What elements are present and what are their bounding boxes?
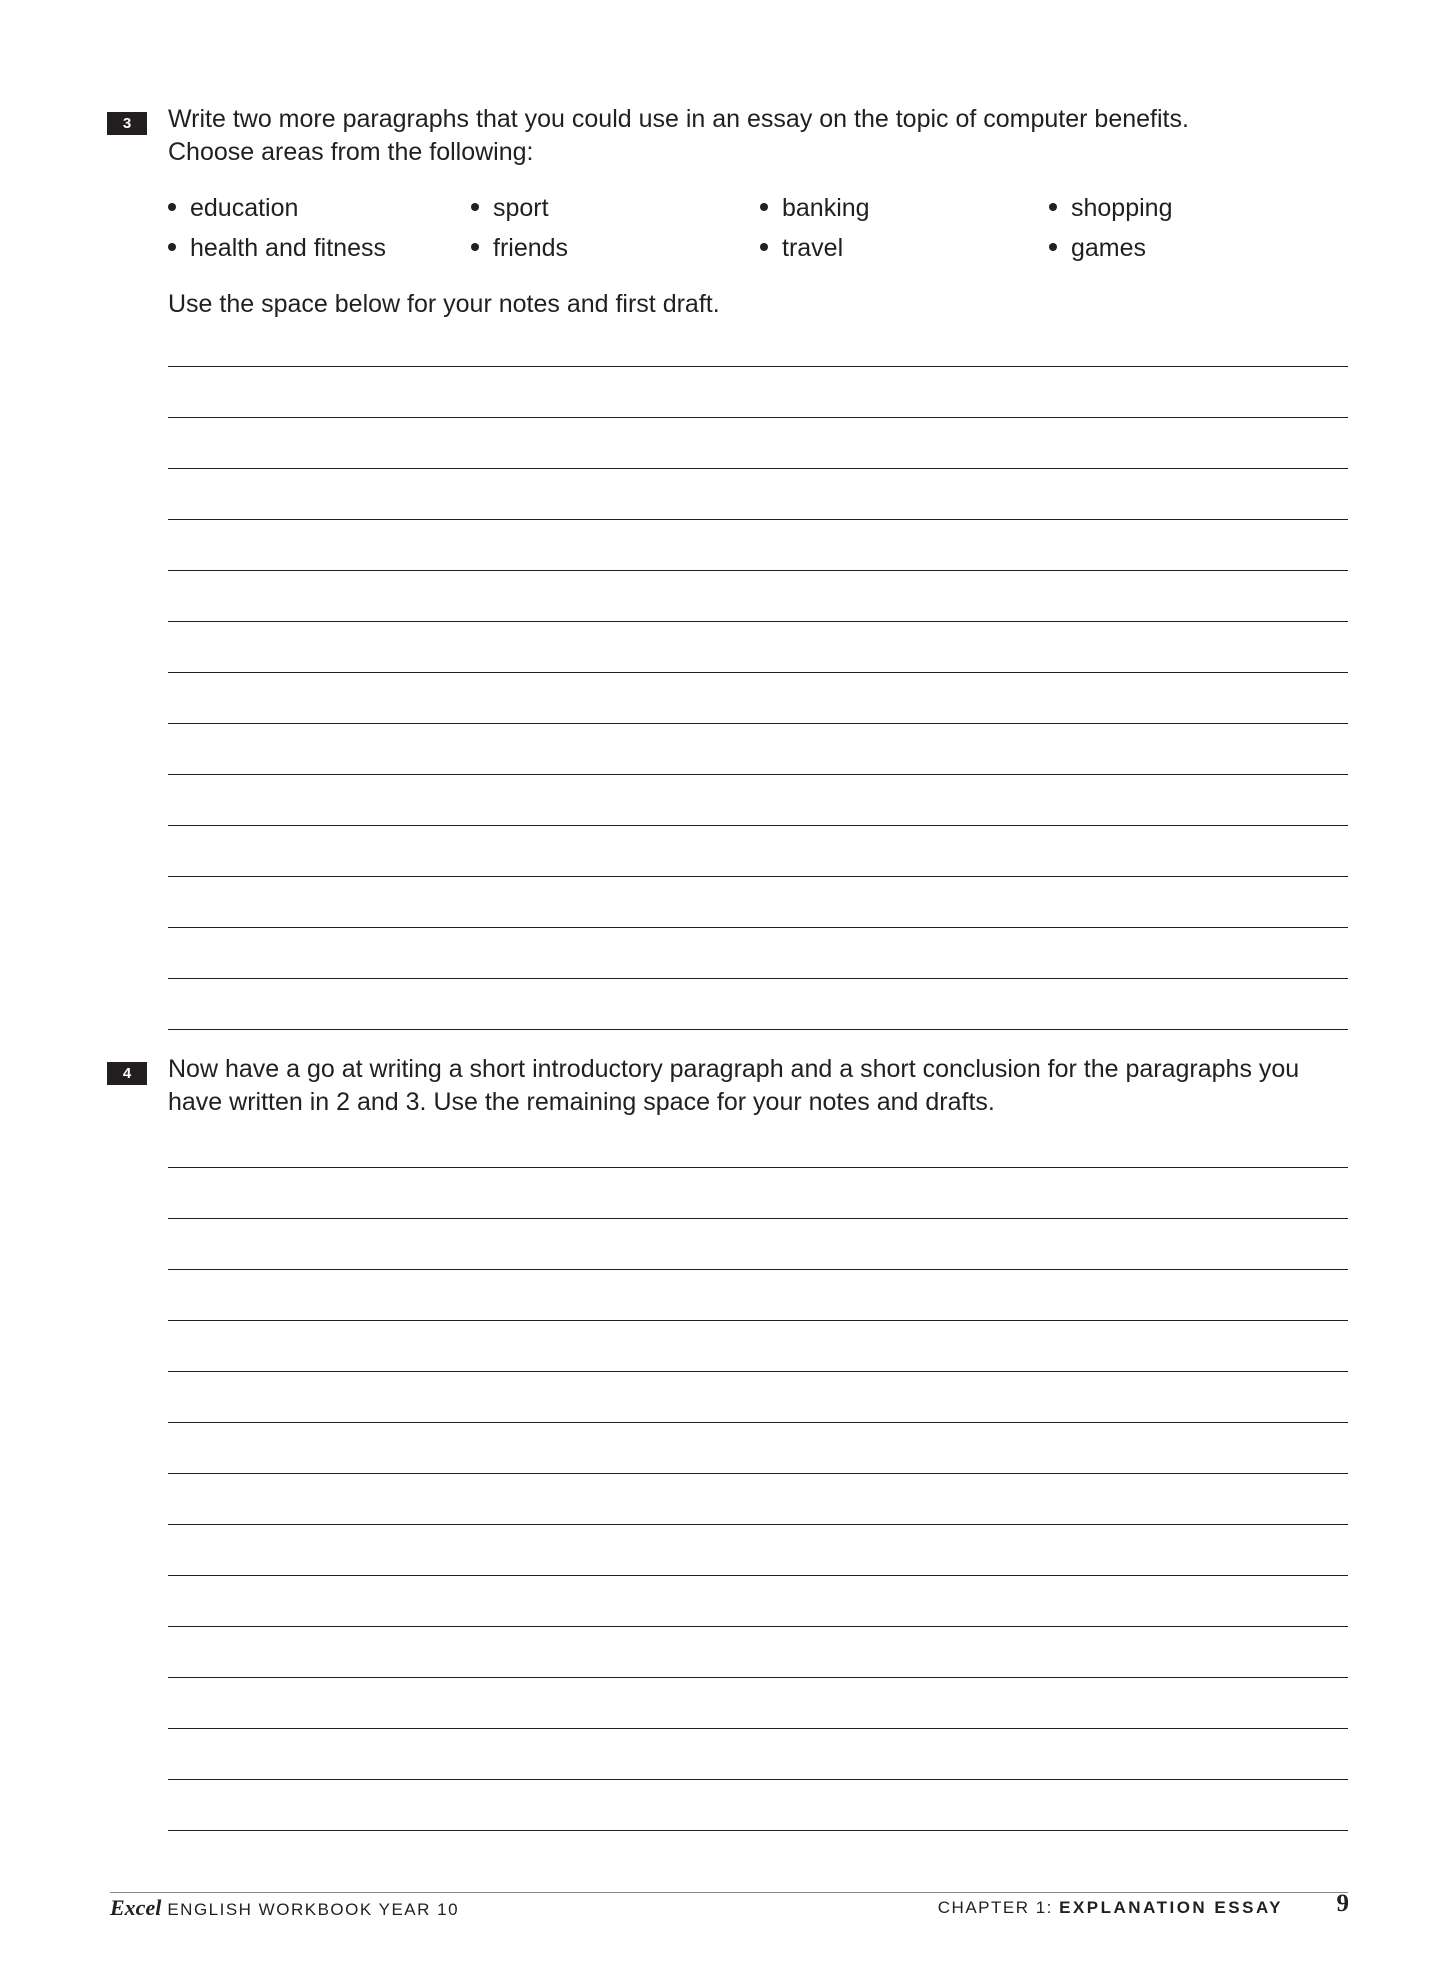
writing-line[interactable] [168, 825, 1348, 826]
chapter-prefix: CHAPTER 1: [937, 1898, 1060, 1917]
list-item: education [168, 192, 298, 225]
writing-line[interactable] [168, 1371, 1348, 1372]
writing-line[interactable] [168, 1167, 1348, 1168]
writing-line[interactable] [168, 1218, 1348, 1219]
writing-line[interactable] [168, 1626, 1348, 1627]
bullet-icon [1049, 243, 1057, 251]
question-4-prompt [168, 1053, 1348, 1119]
question-4-number: 4 [107, 1062, 147, 1085]
bullet-icon [168, 243, 176, 251]
question-3-prompt [168, 103, 1348, 169]
writing-line[interactable] [168, 723, 1348, 724]
bullet-icon [471, 243, 479, 251]
question-3-instruction: Use the space below for your notes and first draft. [168, 290, 720, 318]
question-3-line-1: Write two more paragraphs that you could use in an essay on the topic of computer benefits. [168, 105, 1189, 133]
question-3-line-2: Choose areas from the following: [168, 138, 534, 166]
question-3-number: 3 [107, 112, 147, 135]
question-4-line-2: have written in 2 and 3. Use the remaining space for your notes and drafts. [168, 1088, 995, 1116]
writing-line[interactable] [168, 1830, 1348, 1831]
writing-line[interactable] [168, 1524, 1348, 1525]
writing-line[interactable] [168, 621, 1348, 622]
list-item: games [1049, 232, 1146, 265]
footer-divider [110, 1892, 1348, 1893]
bullet-icon [168, 203, 176, 211]
writing-line[interactable] [168, 774, 1348, 775]
writing-line[interactable] [168, 1473, 1348, 1474]
writing-line[interactable] [168, 1677, 1348, 1678]
writing-line[interactable] [168, 366, 1348, 367]
footer-book-title [110, 1896, 459, 1922]
chapter-title: EXPLANATION ESSAY [1059, 1898, 1283, 1917]
writing-line[interactable] [168, 1575, 1348, 1576]
writing-line[interactable] [168, 1269, 1348, 1270]
writing-line[interactable] [168, 978, 1348, 979]
page-number: 9 [1336, 1890, 1349, 1917]
writing-line[interactable] [168, 519, 1348, 520]
writing-line[interactable] [168, 417, 1348, 418]
bullet-icon [1049, 203, 1057, 211]
writing-line[interactable] [168, 468, 1348, 469]
brand-logo: Excel [110, 1895, 162, 1920]
writing-line[interactable] [168, 1728, 1348, 1729]
writing-line[interactable] [168, 570, 1348, 571]
writing-line[interactable] [168, 1779, 1348, 1780]
writing-line[interactable] [168, 1422, 1348, 1423]
book-title: ENGLISH WORKBOOK YEAR 10 [167, 1900, 460, 1919]
list-item: shopping [1049, 192, 1172, 225]
writing-line[interactable] [168, 927, 1348, 928]
bullet-icon [760, 243, 768, 251]
bullet-icon [760, 203, 768, 211]
list-item: sport [471, 192, 549, 225]
list-item: travel [760, 232, 843, 265]
areas-list [168, 192, 1328, 274]
list-item: friends [471, 232, 568, 265]
writing-line[interactable] [168, 1320, 1348, 1321]
footer-chapter [938, 1896, 1283, 1920]
question-4-line-1: Now have a go at writing a short introductory paragraph and a short conclusion for the paragraphs you [168, 1055, 1300, 1083]
list-item: banking [760, 192, 870, 225]
writing-line[interactable] [168, 672, 1348, 673]
writing-line[interactable] [168, 1029, 1348, 1030]
bullet-icon [471, 203, 479, 211]
writing-line[interactable] [168, 876, 1348, 877]
list-item: health and fitness [168, 232, 386, 265]
